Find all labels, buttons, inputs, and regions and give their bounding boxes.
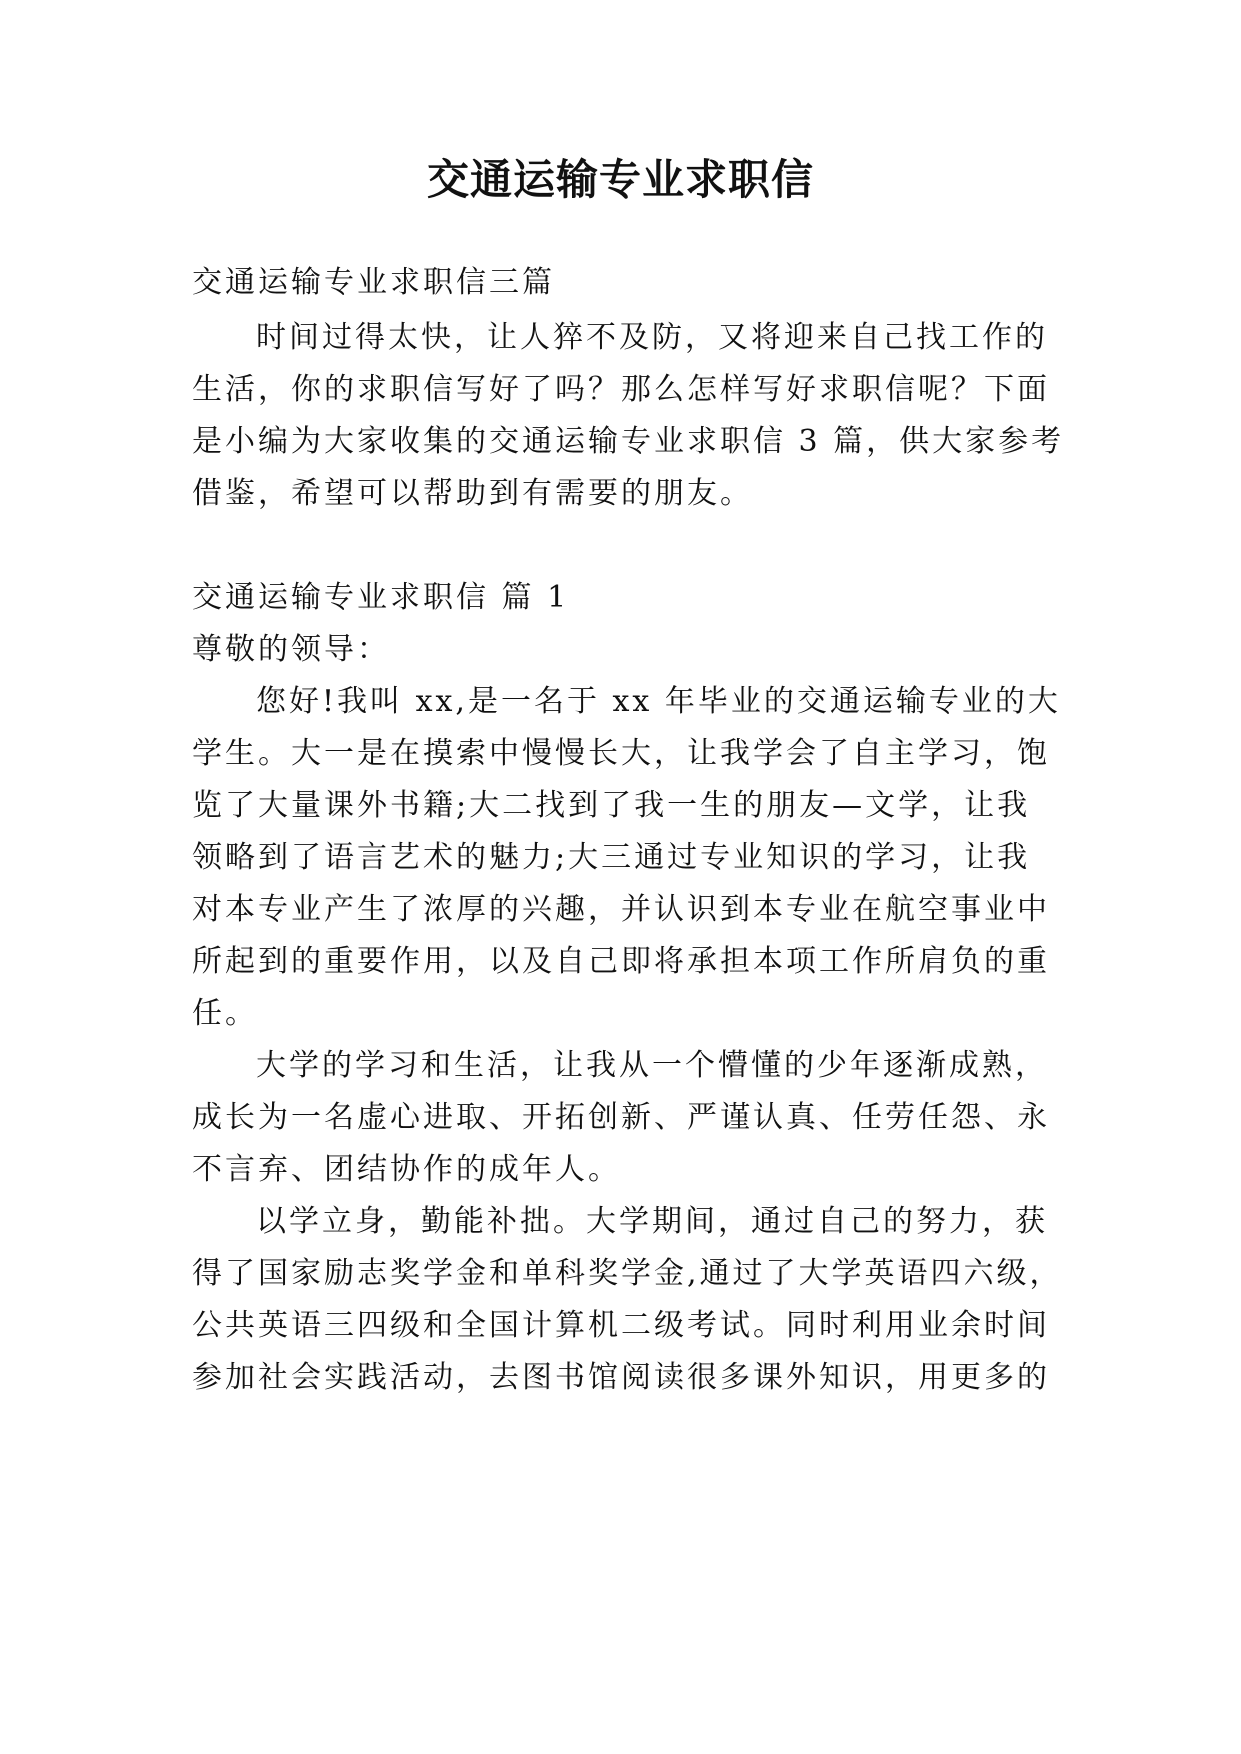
- paragraph1-line: 任。: [192, 996, 258, 1031]
- intro-line: 借鉴，希望可以帮助到有需要的朋友。: [192, 476, 753, 511]
- paragraph2-line: 大学的学习和生活，让我从一个懵懂的少年逐渐成熟，: [256, 1048, 1048, 1083]
- intro-line: 是小编为大家收集的交通运输专业求职信 3 篇，供大家参考: [192, 424, 1065, 459]
- paragraph3-line: 公共英语三四级和全国计算机二级考试。同时利用业余时间: [192, 1308, 1050, 1343]
- salutation: 尊敬的领导：: [192, 632, 390, 667]
- paragraph2-line: 成长为一名虚心进取、开拓创新、严谨认真、任劳任怨、永: [192, 1100, 1050, 1135]
- section-heading: 交通运输专业求职信 篇 1: [192, 580, 570, 615]
- document-subtitle: 交通运输专业求职信三篇: [192, 265, 555, 300]
- intro-line: 时间过得太快，让人猝不及防，又将迎来自己找工作的: [256, 320, 1048, 355]
- paragraph1-line: 领略到了语言艺术的魅力;大三通过专业知识的学习，让我: [192, 840, 1031, 875]
- paragraph3-line: 以学立身，勤能补拙。大学期间，通过自己的努力，获: [256, 1204, 1048, 1239]
- paragraph1-line: 您好!我叫 xx,是一名于 xx 年毕业的交通运输专业的大: [256, 684, 1061, 719]
- paragraph3-line: 得了国家励志奖学金和单科奖学金,通过了大学英语四六级，: [192, 1256, 1063, 1291]
- paragraph1-line: 学生。大一是在摸索中慢慢长大，让我学会了自主学习，饱: [192, 736, 1050, 771]
- intro-line: 生活，你的求职信写好了吗？那么怎样写好求职信呢？下面: [192, 372, 1050, 407]
- paragraph1-line: 所起到的重要作用，以及自己即将承担本项工作所肩负的重: [192, 944, 1050, 979]
- document-title: 交通运输专业求职信: [426, 155, 814, 204]
- paragraph3-line: 参加社会实践活动，去图书馆阅读很多课外知识，用更多的: [192, 1360, 1050, 1395]
- paragraph2-line: 不言弃、团结协作的成年人。: [192, 1152, 621, 1187]
- paragraph1-line: 对本专业产生了浓厚的兴趣，并认识到本专业在航空事业中: [192, 892, 1050, 927]
- paragraph1-line: 览了大量课外书籍;大二找到了我一生的朋友—文学，让我: [192, 788, 1031, 823]
